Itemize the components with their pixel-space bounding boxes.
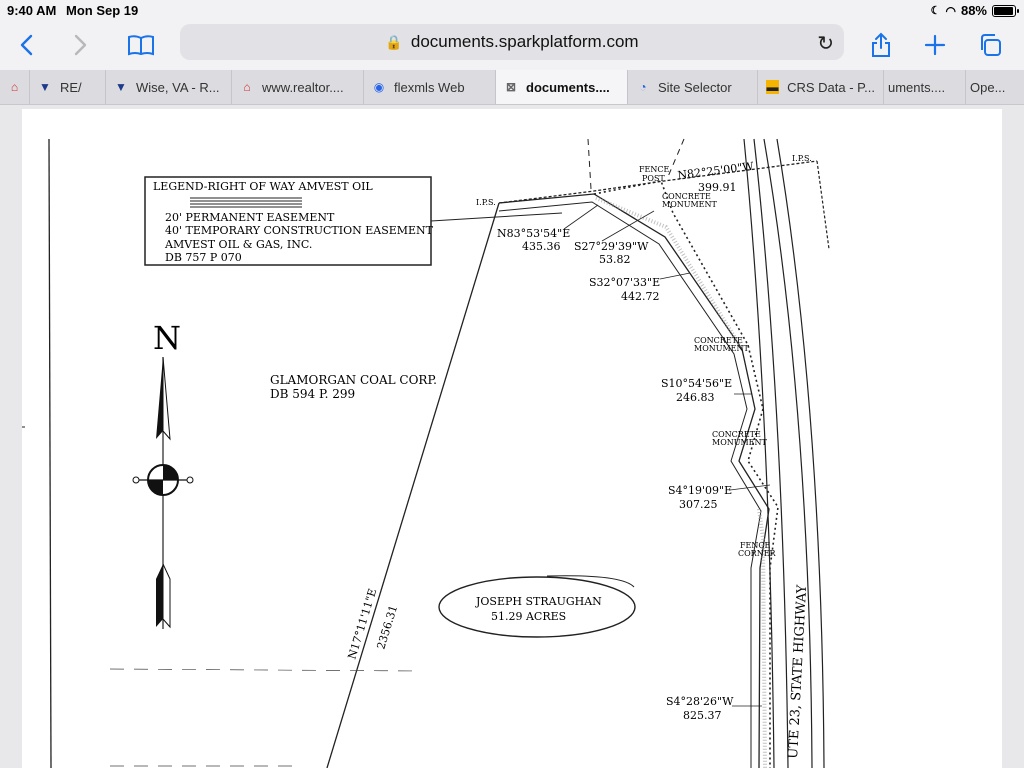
crs-icon: ▬ xyxy=(766,80,779,94)
tab-flexmls[interactable]: ◉ flexmls Web xyxy=(364,70,496,104)
status-bar xyxy=(0,0,1024,22)
legend-owner: AMVEST OIL & GAS, INC. xyxy=(165,238,313,251)
tab-overview-icon[interactable] xyxy=(975,30,1005,60)
remax-icon: ▼ xyxy=(39,80,51,94)
battery-icon xyxy=(992,5,1016,17)
tab-re[interactable]: ▼ RE/ xyxy=(30,70,106,104)
fence-post-label-2: POST xyxy=(642,174,665,183)
bearing-1: N82°25'00"W xyxy=(676,159,755,182)
monument-label-2: MONUMENT xyxy=(694,344,749,353)
legend-box xyxy=(145,177,562,265)
distance-5: 246.83 xyxy=(676,391,715,404)
bearing-8: N17°11'11"E xyxy=(345,587,380,661)
parcel-owner: JOSEPH STRAUGHAN xyxy=(476,595,602,608)
address-bar[interactable] xyxy=(180,24,844,60)
tab-wise-va[interactable]: ▼ Wise, VA - R... xyxy=(106,70,232,104)
parcel-acres: 51.29 ACRES xyxy=(491,610,567,623)
legend-title: LEGEND-RIGHT OF WAY AMVEST OIL xyxy=(153,180,373,193)
bearing-5: S10°54'56"E xyxy=(661,377,733,390)
page-border-line xyxy=(49,139,51,768)
ips-left-label: I.P.S. xyxy=(476,198,496,207)
reload-icon[interactable]: ↻ xyxy=(817,33,834,55)
concrete-label-1: CONCRETE xyxy=(662,192,711,201)
bearing-6: S4°19'09"E xyxy=(668,484,733,497)
url-text: documents.sparkplatform.com xyxy=(410,32,639,51)
legend-permanent: 20' PERMANENT EASEMENT xyxy=(165,211,335,224)
web-content[interactable] xyxy=(0,105,1024,768)
tab-documents-active[interactable]: ⊠ documents.... xyxy=(496,70,628,104)
north-arrow xyxy=(133,319,193,629)
tab-crs-data[interactable]: ▬ CRS Data - P... xyxy=(758,70,884,104)
distance-8: 2356.31 xyxy=(374,603,401,651)
west-boundary-line xyxy=(327,203,499,768)
tab-home-red[interactable] xyxy=(0,70,30,104)
fence-corner-label-2: CORNER xyxy=(738,549,776,558)
status-right xyxy=(931,3,1016,18)
close-tab-icon[interactable]: ⊠ xyxy=(505,80,517,94)
distance-1: 399.91 xyxy=(698,181,737,194)
wifi-icon: ◠ xyxy=(945,3,956,18)
distance-3: 53.82 xyxy=(599,253,631,266)
tab-bar xyxy=(0,70,1024,105)
distance-2: 435.36 xyxy=(522,240,561,253)
concrete-label-3: CONCRETE xyxy=(712,430,761,439)
distance-7: 825.37 xyxy=(683,709,722,722)
distance-6: 307.25 xyxy=(679,498,718,511)
legend-deed: DB 757 P 070 xyxy=(165,251,242,264)
glamorgan-name: GLAMORGAN COAL CORP. xyxy=(270,373,437,387)
fence-corner-label-1: FENCE xyxy=(740,541,771,550)
tab-realtor[interactable]: ⌂ www.realtor.... xyxy=(232,70,364,104)
parcel-label xyxy=(439,576,635,637)
legend-temporary: 40' TEMPORARY CONSTRUCTION EASEMENT xyxy=(165,224,434,237)
battery-percent: 88% xyxy=(960,3,987,18)
tab-documents-2[interactable]: uments.... xyxy=(884,70,966,104)
house-icon: ⌂ xyxy=(243,80,251,94)
lock-icon: 🔒 xyxy=(385,33,403,50)
bookmarks-icon[interactable] xyxy=(126,30,156,60)
highway-lines xyxy=(744,139,829,768)
remax-icon: ▼ xyxy=(115,80,127,94)
fence-post-label-1: FENCE xyxy=(639,165,670,174)
gauge-icon: ◔ xyxy=(639,80,647,94)
bearing-4: S32°07'33"E xyxy=(589,276,661,289)
ips-right-label: I.P.S. xyxy=(792,154,812,163)
highway-label: UTE 23, STATE HIGHWAY xyxy=(786,584,811,760)
monument-label-1: MONUMENT xyxy=(662,200,717,209)
north-label: N xyxy=(153,319,181,357)
tab-open[interactable]: Ope... xyxy=(970,79,1006,95)
house-icon: ⌂ xyxy=(10,80,19,94)
distance-4: 442.72 xyxy=(621,290,660,303)
share-icon[interactable] xyxy=(866,30,896,60)
flexmls-icon: ◉ xyxy=(373,80,385,94)
status-date: Mon Sep 19 xyxy=(66,3,139,18)
concrete-label-2: CONCRETE xyxy=(694,336,743,345)
status-time: 9:40 AM xyxy=(7,3,57,18)
bearing-3: S27°29'39"W xyxy=(574,240,649,253)
easement-corridor xyxy=(499,181,778,768)
new-tab-icon[interactable] xyxy=(920,30,950,60)
bearing-7: S4°28'26"W xyxy=(666,695,734,708)
glamorgan-deed: DB 594 P. 299 xyxy=(270,387,356,401)
moon-icon: ☾ xyxy=(930,5,941,17)
browser-toolbar xyxy=(0,22,1024,70)
tab-site-selector[interactable]: ◔ Site Selector xyxy=(628,70,758,104)
monument-label-3: MONUMENT xyxy=(712,438,767,447)
forward-icon[interactable] xyxy=(66,30,96,60)
back-icon[interactable] xyxy=(11,30,41,60)
survey-plat-document[interactable] xyxy=(22,109,1002,768)
bearing-2: N83°53'54"E xyxy=(497,227,571,240)
